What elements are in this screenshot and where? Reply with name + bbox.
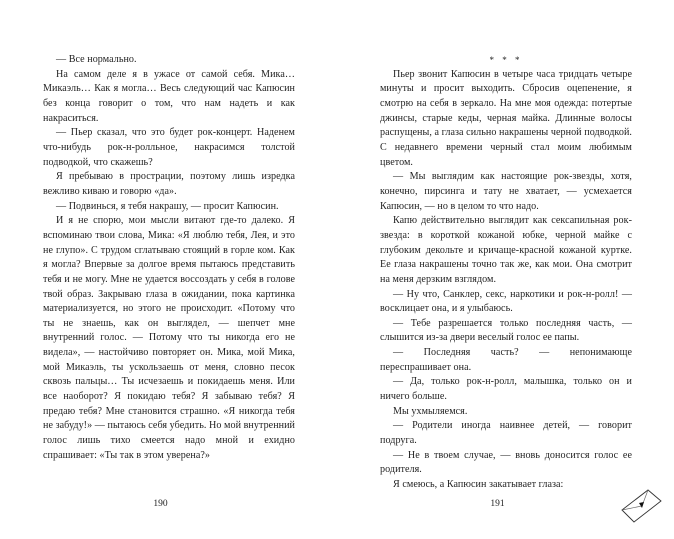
paragraph: Капю действительно выглядит как сексапильная рок-звезда: в короткой кожаной юбке, черной майке с глубоким декольте и кричаще-красной кожаной куртке. Ее глаза накрашены точно так же, как мои. Она смотрит на меня дерзким взглядом. [380,215,632,285]
paragraph: — Последняя часть? — непонимающе переспрашивает она. [380,347,632,373]
paragraph: И я не спорю, мои мысли витают где-то далеко. Я вспоминаю твои слова, Мика: «Я люблю тебя, Лея, и это не глупо». С трудом сглатываю стоящий в горле ком. Как я могла? Впервые за долгое время пытаюсь представить тебя и не могу. Мне не удается воссоздать у себя в голове твой образ. Закрываю глаза в ожидании, пока картинка материализуется, но этого не происходит. «Потому что ты не знаешь, как он выглядел, — шепчет мне внутренний голос. — Потому что ты никогда его не видела», — настойчиво повторяет он. Мика, мой Мика, мой Микаэль, ты ускользаешь от меня, словно песок сквозь пальцы… Ты исчезаешь и покидаешь меня. Или все наоборот? Я покидаю тебя? Я забываю тебя? Я предаю тебя? Мне становится страшно. «Я никогда тебя не забуду!» — пытаюсь себя убедить. Но мой внутренний голос лишь тихо смеется надо мной и ехидно спрашивает: «Ты так в этом уверена?» [43,215,295,461]
paragraph: — Пьер сказал, что это будет рок-концерт. Наденем что-нибудь рок-н-ролльное, накрасимся толстой подводкой, что скажешь? [43,127,295,168]
section-break: * * * [489,55,523,65]
right-page-text [380,53,632,493]
envelope-shape [622,490,661,522]
paragraph: На самом деле я в ужасе от самой себя. Мика… Микаэль… Как я могла… Весь следующий час Капюсин без конца говорит о том, что нам надеть и как накраситься. [43,68,295,124]
paragraph: — Мы выглядим как настоящие рок-звезды, хотя, конечно, пирсинга и тату не хватает, — усмехается Капюсин, — но в целом то что надо. [380,171,632,212]
page-number: 190 [153,499,168,509]
envelope-heart-icon [620,487,664,527]
paragraph: — Не в твоем случае, — вновь доносится голос ее родителя. [380,449,632,476]
paragraph: Я пребываю в прострации, поэтому лишь изредка вежливо киваю и говорю «да». [43,171,295,197]
left-page-text [43,53,295,463]
paragraph: Пьер звонит Капюсин в четыре часа тридцать четыре минуты и просит выходить. Сбросив оцепенение, я смотрю на себя в зеркало. На мне моя одежда: потертые джинсы, старые кеды, черная майка. Длинные волосы распущены, а глаза сильно накрашены черной подводкой. С недавнего времени черный стал моим любимым цветом. [380,68,632,168]
paragraph: Я смеюсь, а Капюсин закатывает глаза: [393,479,564,491]
paragraph: — Подвинься, я тебя накрашу, — просит Капюсин. [56,200,279,212]
paragraph: Мы ухмыляемся. [393,405,468,417]
paragraph: — Ну что, Санклер, секс, наркотики и рок-н-ролл! — восклицает она, и я улыбаюсь. [380,288,632,315]
paragraph: — Родители иногда наивнее детей, — говорит подруга. [380,420,632,447]
paragraph: — Да, только рок-н-ролл, малышка, только он и ничего больше. [380,376,632,403]
paragraph: — Тебе разрешается только последняя часть, — слышится из-за двери веселый голос ее папы. [380,317,632,344]
right-page [337,0,674,539]
paragraph: — Все нормально. [56,54,137,65]
page-number: 191 [490,499,505,509]
